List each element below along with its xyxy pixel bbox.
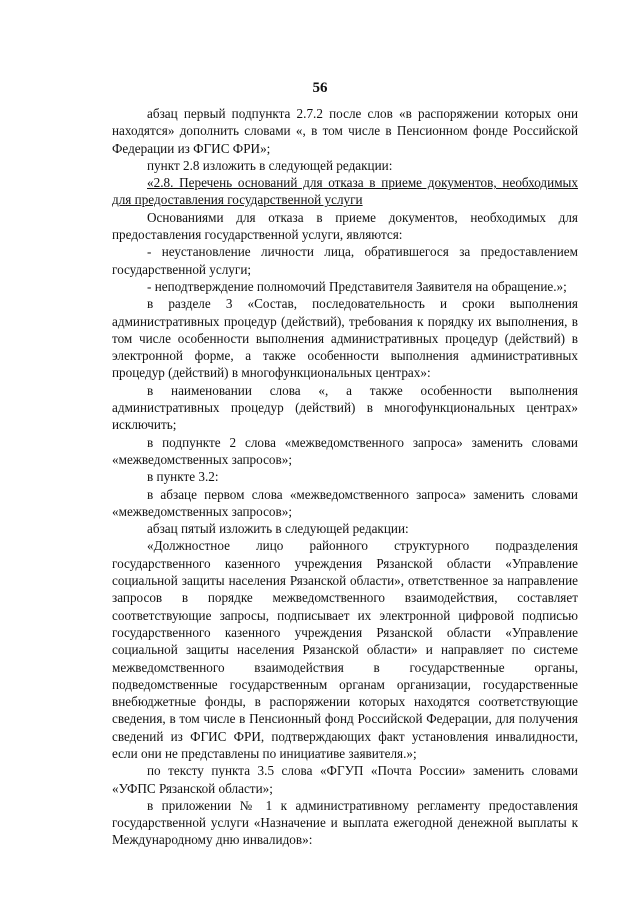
paragraph: в наименовании слова «, а также особенности выполнения административных процедур (действий) в многофункциональных центрах» исключить;	[112, 382, 578, 433]
paragraph: пункт 2.8 изложить в следующей редакции:	[147, 157, 393, 173]
paragraph: в подпункте 2 слова «межведомственного запроса» заменить словами «межведомственных запросов»;	[112, 434, 578, 467]
paragraph: в пункте 3.2:	[147, 469, 219, 485]
list-item: - неподтверждение полномочий Представителя Заявителя на обращение.»;	[147, 278, 567, 294]
quoted-paragraph: «Должностное лицо районного структурного подразделения государственного казенного учреждения Рязанской области «Управление социальной защиты населения Рязанской области», ответственное за направление запросов в порядке межведомственного взаимодействия, составляет соответствующие запросы, подписывает их электронной цифровой подписью государственного казенного учреждения Рязанской области «Управление социальной защиты населения Рязанской области» и направляет по системе межведомственного взаимодействия в государственные органы, подведомственные государственным органам организации, государственные внебюджетные фонды, в распоряжении которых находятся соответствующие сведения, в том числе в Пенсионный фонд Российской Федерации, для получения сведений из ФГИС ФРИ, подтверждающих факт установления инвалидности, если они не представлены по инициативе заявителя.»;	[112, 538, 578, 761]
paragraph: абзац первый подпункта 2.7.2 после слов «в распоряжении которых они находятся» дополнить словами «, в том числе в Пенсионном фонде Российской Федерации из ФГИС ФРИ»;	[112, 106, 578, 156]
section-heading: «2.8. Перечень оснований для отказа в приеме документов, необходимых для предоставления государственной услуги	[112, 175, 578, 208]
paragraph: в приложении № 1 к административному регламенту предоставления государственной услуги «Назначение и выплата ежегодной денежной выплаты к Международному дню инвалидов»:	[112, 797, 578, 848]
list-item: - неустановление личности лица, обратившегося за предоставлением государственной услуги;	[112, 244, 578, 277]
paragraph: в абзаце первом слова «межведомственного запроса» заменить словами «межведомственных запросов»;	[112, 486, 578, 519]
document-body	[112, 105, 578, 849]
page-number: 56	[312, 80, 328, 96]
paragraph: по тексту пункта 3.5 слова «ФГУП «Почта России» заменить словами «УФПС Рязанской области»;	[112, 763, 578, 796]
paragraph: абзац пятый изложить в следующей редакции:	[147, 521, 409, 537]
paragraph: Основаниями для отказа в приеме документов, необходимых для предоставления государственной услуги, являются:	[112, 209, 578, 243]
paragraph: в разделе 3 «Состав, последовательность и сроки выполнения административных процедур (действий), требования к порядку их выполнения, в том числе особенности выполнения административных процедур (действий) в электронной форме, а также особенности выполнения административных процедур (действий) в многофункциональных центрах»:	[112, 296, 578, 381]
